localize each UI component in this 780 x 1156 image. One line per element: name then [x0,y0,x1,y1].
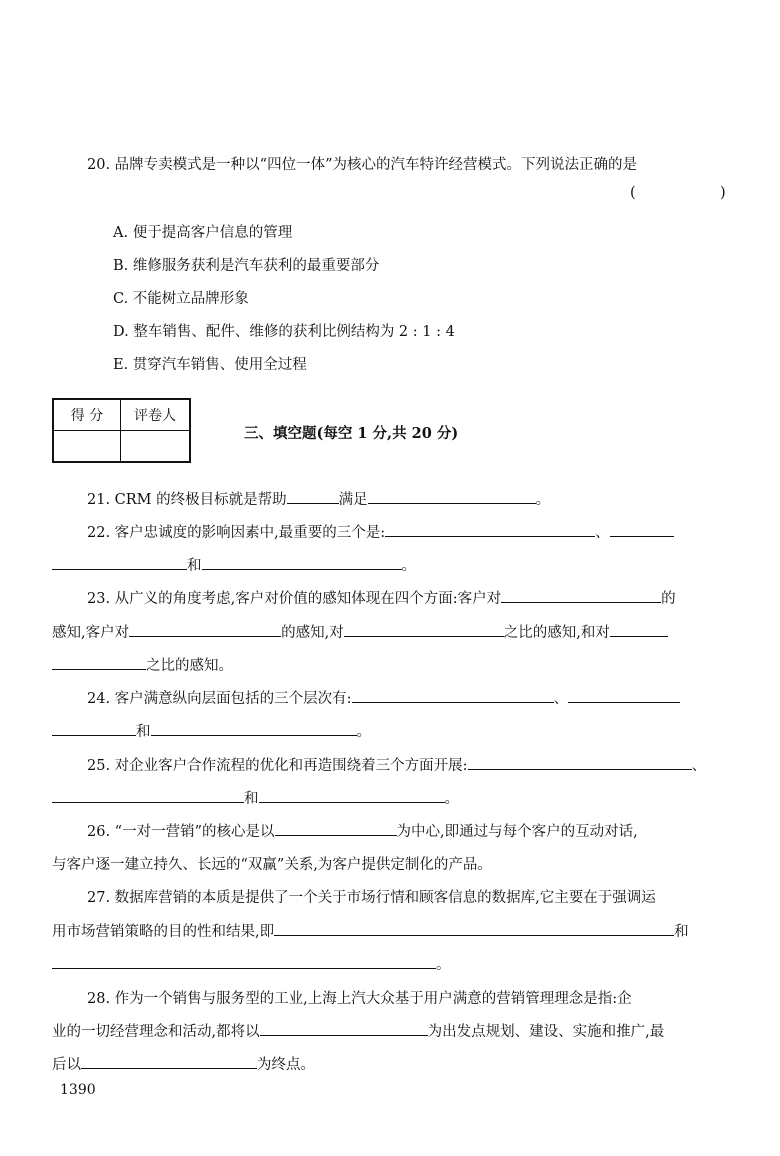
question-28-line-1: 28. 作为一个销售与服务型的工业,上海上汽大众基于用户满意的营销管理理念是指:企 [87,991,632,1007]
q24-text-4: 。 [356,724,371,740]
q21-text-2: 满足 [338,492,368,508]
question-23-line-2 [52,621,668,642]
q28-text-4: 后以 [52,1057,81,1073]
question-24-line-2 [52,720,371,741]
q23-text-1: 23. 从广义的角度考虑,客户对价值的感知体现在四个方面:客户对 [87,591,502,607]
q22-blank-2a [610,522,674,537]
q23-text-6: 之比的感知。 [146,658,233,674]
question-26-line-2: 与客户逐一建立持久、长远的“双赢”关系,为客户提供定制化的产品。 [52,857,492,873]
page-number: 1390 [60,1082,96,1098]
grader-cell [121,431,191,463]
q23-blank-1 [501,588,661,603]
q25-text-1: 25. 对企业客户合作流程的优化和再造围绕着三个方面开展: [87,758,468,774]
answer-paren-close: ) [720,185,726,201]
q23-text-2: 的 [661,591,676,607]
q28-blank-2 [81,1054,257,1069]
option-d: D. 整车销售、配件、维修的获利比例结构为 2 : 1 : 4 [113,324,455,340]
q24-blank-2a [568,688,680,703]
q25-blank-2 [52,788,244,803]
question-28-line-3 [52,1053,315,1074]
question-22-line-1 [87,521,674,542]
q25-text-3: 和 [244,791,259,807]
question-23-line-1 [87,587,676,608]
q25-text-4: 。 [444,791,459,807]
q27-blank-1 [274,921,674,936]
q23-text-4: 的感知,对 [281,625,344,641]
option-a: A. 便于提高客户信息的管理 [113,225,293,241]
question-20-stem: 20. 品牌专卖模式是一种以“四位一体”为核心的汽车特许经营模式。下列说法正确的是 [87,157,637,173]
q22-text-3: 和 [187,558,202,574]
q24-text-2: 、 [553,691,569,707]
q23-blank-4a [610,622,668,637]
question-23-line-3 [52,654,233,675]
q22-text-1: 22. 客户忠诚度的影响因素中,最重要的三个是: [87,525,386,541]
q24-blank-3 [151,721,357,736]
q27-text-3: 和 [674,924,689,940]
score-box [52,398,191,463]
q28-text-3: 为出发点规划、建设、实施和推广,最 [427,1024,665,1040]
question-25-line-1 [87,754,706,775]
q25-blank-3 [259,788,445,803]
q22-text-4: 。 [401,558,416,574]
option-b: B. 维修服务获利是汽车获利的最重要部分 [113,258,380,274]
q23-text-5: 之比的感知,和对 [503,625,610,641]
question-28-line-2 [52,1020,664,1041]
q27-text-2: 用市场营销策略的目的性和结果,即 [52,924,275,940]
q21-blank-1 [287,489,339,504]
q26-text-2: 为中心,即通过与每个客户的互动对话, [396,824,638,840]
option-e: E. 贯穿汽车销售、使用全过程 [113,357,307,373]
question-21 [87,488,550,509]
q28-text-2: 业的一切经营理念和活动,都将以 [52,1024,260,1040]
q25-text-2: 、 [691,758,707,774]
score-label: 得 分 [53,399,121,431]
q27-blank-2 [52,954,436,969]
q23-blank-3 [344,622,504,637]
question-22-line-2 [52,554,416,575]
q24-blank-2b [52,721,136,736]
question-27-line-2 [52,920,689,941]
question-27-line-3 [52,953,451,974]
q22-text-2: 、 [595,525,610,541]
option-c: C. 不能树立品牌形象 [113,291,249,307]
q25-blank-1 [468,755,692,770]
q21-blank-2 [368,489,536,504]
q23-blank-4b [52,655,146,670]
q24-text-3: 和 [136,724,151,740]
q28-blank-1 [260,1021,428,1036]
q21-text-3: 。 [535,492,551,508]
q26-text-1: 26. “一对一营销”的核心是以 [87,824,275,840]
q21-text-1: 21. CRM 的终极目标就是帮助 [87,492,287,508]
q22-blank-2b [52,555,187,570]
q23-text-3: 感知,客户对 [52,625,130,641]
q28-text-5: 为终点。 [257,1057,315,1073]
q27-text-4: 。 [436,957,451,973]
q22-blank-3 [202,555,402,570]
q24-blank-1 [352,688,554,703]
q24-text-1: 24. 客户满意纵向层面包括的三个层次有: [87,691,352,707]
q22-blank-1 [385,522,595,537]
question-24-line-1 [87,687,680,708]
question-27-line-1: 27. 数据库营销的本质是提供了一个关于市场行情和顾客信息的数据库,它主要在于强调运 [87,890,656,906]
q26-blank-1 [275,821,397,836]
grader-label: 评卷人 [121,399,191,431]
section-3-title: 三、填空题(每空 1 分,共 20 分) [244,425,459,442]
question-25-line-2 [52,787,459,808]
q23-blank-2 [129,622,281,637]
score-cell [53,431,121,463]
answer-paren-open: ( [630,185,636,201]
question-26-line-1 [87,820,638,841]
